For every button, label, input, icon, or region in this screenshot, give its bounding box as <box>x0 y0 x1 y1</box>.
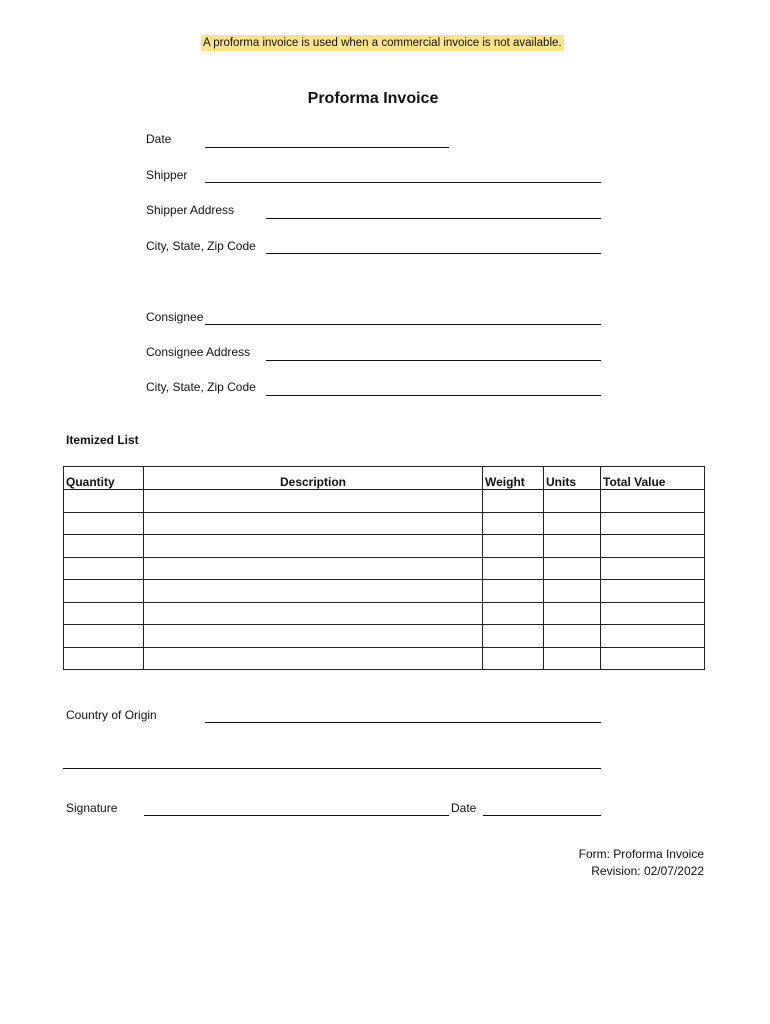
weight-cell[interactable] <box>483 512 544 535</box>
consignee-label: Consignee <box>146 310 204 324</box>
total-value-cell[interactable] <box>601 602 705 625</box>
column-header-units: Units <box>544 467 601 490</box>
units-cell[interactable] <box>544 535 601 558</box>
quantity-cell[interactable] <box>64 602 144 625</box>
quantity-cell[interactable] <box>64 647 144 670</box>
units-cell[interactable] <box>544 602 601 625</box>
description-cell[interactable] <box>144 580 483 603</box>
country-of-origin-label: Country of Origin <box>66 708 157 722</box>
total-value-cell[interactable] <box>601 512 705 535</box>
description-cell[interactable] <box>144 490 483 513</box>
total-value-cell[interactable] <box>601 580 705 603</box>
quantity-cell[interactable] <box>64 535 144 558</box>
date-field[interactable] <box>205 147 449 148</box>
quantity-cell[interactable] <box>64 512 144 535</box>
units-cell[interactable] <box>544 557 601 580</box>
signature-field[interactable] <box>144 815 449 816</box>
table-row <box>64 535 705 558</box>
shipper-city-field[interactable] <box>266 253 601 254</box>
table-header-row <box>64 467 705 490</box>
description-cell[interactable] <box>144 557 483 580</box>
total-value-cell[interactable] <box>601 535 705 558</box>
total-value-cell[interactable] <box>601 625 705 648</box>
weight-cell[interactable] <box>483 602 544 625</box>
country-of-origin-field[interactable] <box>205 722 601 723</box>
consignee-field[interactable] <box>205 324 601 325</box>
total-value-cell[interactable] <box>601 557 705 580</box>
description-cell[interactable] <box>144 512 483 535</box>
quantity-cell[interactable] <box>64 580 144 603</box>
signature-label: Signature <box>66 801 118 815</box>
notice-banner: A proforma invoice is used when a commercial invoice is not available. <box>203 37 562 49</box>
column-header-quantity: Quantity <box>64 467 144 490</box>
consignee-address-label: Consignee Address <box>146 345 251 359</box>
shipper-address-field[interactable] <box>266 218 601 219</box>
units-cell[interactable] <box>544 490 601 513</box>
total-value-cell[interactable] <box>601 647 705 670</box>
column-header-total-value: Total Value <box>601 467 705 490</box>
table-row <box>64 490 705 513</box>
total-value-cell[interactable] <box>601 490 705 513</box>
page-title: Proforma Invoice <box>307 90 439 107</box>
quantity-cell[interactable] <box>64 490 144 513</box>
column-header-description: Description <box>144 467 483 490</box>
itemized-table <box>63 466 705 670</box>
shipper-city-label: City, State, Zip Code <box>146 239 256 253</box>
blank-line[interactable] <box>63 768 601 769</box>
description-cell[interactable] <box>144 602 483 625</box>
weight-cell[interactable] <box>483 490 544 513</box>
itemized-list-heading: Itemized List <box>66 433 139 447</box>
consignee-address-field[interactable] <box>266 360 601 361</box>
description-cell[interactable] <box>144 625 483 648</box>
weight-cell[interactable] <box>483 647 544 670</box>
form-name: Form: Proforma Invoice <box>578 847 704 861</box>
shipper-field[interactable] <box>205 182 601 183</box>
table-row <box>64 602 705 625</box>
consignee-city-field[interactable] <box>266 395 601 396</box>
weight-cell[interactable] <box>483 580 544 603</box>
table-row <box>64 580 705 603</box>
shipper-label: Shipper <box>146 168 188 182</box>
table-row <box>64 557 705 580</box>
description-cell[interactable] <box>144 535 483 558</box>
column-header-weight: Weight <box>483 467 544 490</box>
weight-cell[interactable] <box>483 535 544 558</box>
signature-date-label: Date <box>451 801 477 815</box>
shipper-address-label: Shipper Address <box>146 203 235 217</box>
units-cell[interactable] <box>544 647 601 670</box>
table-row <box>64 625 705 648</box>
signature-date-field[interactable] <box>483 815 601 816</box>
quantity-cell[interactable] <box>64 557 144 580</box>
weight-cell[interactable] <box>483 557 544 580</box>
units-cell[interactable] <box>544 580 601 603</box>
revision-date: Revision: 02/07/2022 <box>591 864 704 878</box>
table-row <box>64 512 705 535</box>
description-cell[interactable] <box>144 647 483 670</box>
quantity-cell[interactable] <box>64 625 144 648</box>
table-row <box>64 647 705 670</box>
weight-cell[interactable] <box>483 625 544 648</box>
date-label: Date <box>146 132 172 146</box>
units-cell[interactable] <box>544 625 601 648</box>
consignee-city-label: City, State, Zip Code <box>146 380 256 394</box>
units-cell[interactable] <box>544 512 601 535</box>
